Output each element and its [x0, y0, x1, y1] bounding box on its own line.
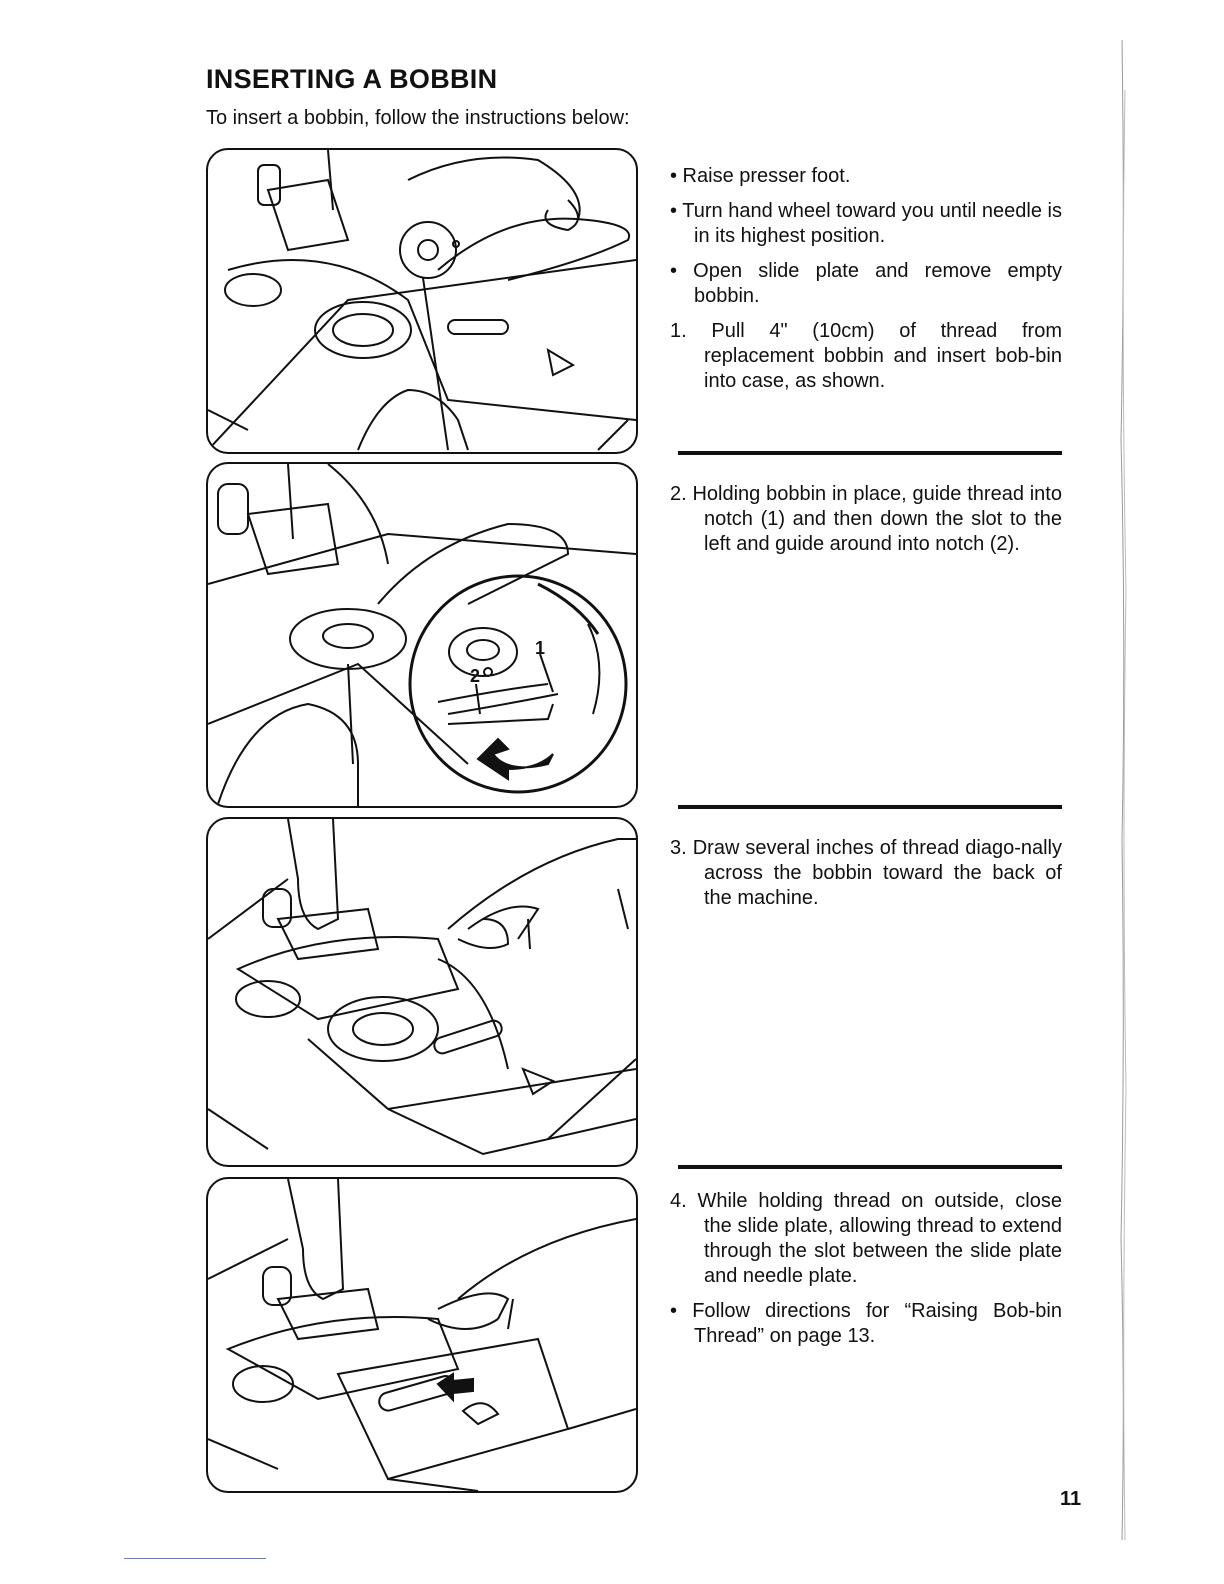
- illustration-close-slide-plate: [206, 1177, 638, 1493]
- section-divider: [678, 451, 1062, 455]
- step-block-4: [670, 1189, 1062, 1359]
- instruction-step-2: 2. Holding bobbin in place, guide thread into notch (1) and then down the slot to the left and guide around into notch (2).: [670, 483, 1062, 555]
- sewing-machine-bobbin-drawing-2: [208, 464, 636, 806]
- sewing-machine-bobbin-drawing-4: [208, 1179, 636, 1491]
- instruction-step-4: 4. While holding thread on outside, close the slide plate, allowing thread to extend through the slot between the slide plate and needle plate.: [670, 1190, 1062, 1287]
- page-title: INSERTING A BOBBIN: [206, 64, 498, 94]
- notch-label-1: 1: [535, 638, 546, 658]
- step-block-1: [670, 164, 1062, 404]
- sewing-machine-bobbin-drawing-1: [208, 150, 636, 452]
- footer-line: [124, 1558, 266, 1559]
- step-block-2: [670, 482, 1062, 567]
- illustration-draw-thread: [206, 817, 638, 1167]
- sewing-machine-bobbin-drawing-3: [208, 819, 636, 1165]
- scan-edge-noise: [1116, 40, 1130, 1540]
- section-divider: [678, 1165, 1062, 1169]
- instruction-raising-bobbin-thread: • Follow directions for “Raising Bob-bin Thread” on page 13.: [670, 1300, 1062, 1347]
- instruction-step-3: 3. Draw several inches of thread diago-nally across the bobbin toward the back of the machine.: [670, 837, 1062, 909]
- instruction-open-slide-plate: • Open slide plate and remove empty bobbin.: [670, 260, 1062, 307]
- instruction-raise-presser-foot: • Raise presser foot.: [670, 165, 851, 187]
- instruction-step-1: 1. Pull 4" (10cm) of thread from replacement bobbin and insert bob-bin into case, as shown.: [670, 320, 1062, 392]
- step-block-3: [670, 836, 1062, 921]
- section-divider: [678, 805, 1062, 809]
- page-number: 11: [1060, 1488, 1082, 1510]
- intro-text: To insert a bobbin, follow the instructions below:: [206, 107, 630, 129]
- illustration-guide-thread: [206, 462, 638, 808]
- notch-label-2: 2: [470, 666, 481, 686]
- instruction-turn-hand-wheel: • Turn hand wheel toward you until needle is in its highest position.: [670, 200, 1062, 247]
- illustration-insert-bobbin: [206, 148, 638, 454]
